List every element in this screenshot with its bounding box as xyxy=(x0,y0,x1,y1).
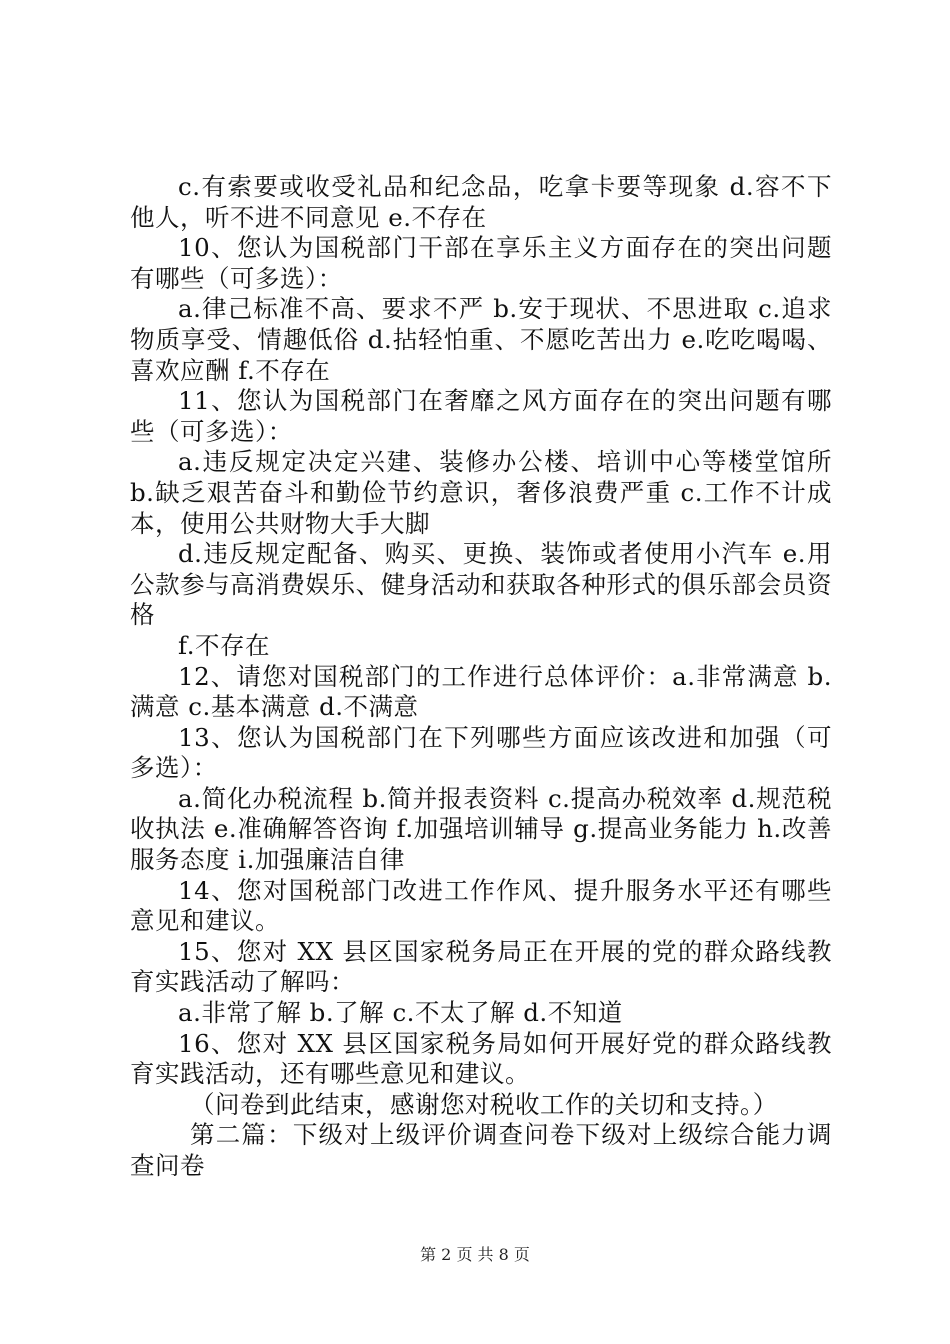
paragraph-q15: 15、您对 XX 县区国家税务局正在开展的党的群众路线教育实践活动了解吗： xyxy=(130,936,832,997)
paragraph-q13-options: a.简化办税流程 b.简并报表资料 c.提高办税效率 d.规范税收执法 e.准确解答咨询 f.加强培训辅导 g.提高业务能力 h.改善服务态度 i.加强廉洁自律 xyxy=(130,783,832,875)
paragraph-part-two-title: 第二篇：下级对上级评价调查问卷下级对上级综合能力调查问卷 xyxy=(130,1120,832,1180)
paragraph-q10-options: a.律己标准不高、要求不严 b.安于现状、不思进取 c.追求物质享受、情趣低俗 d.拈轻怕重、不愿吃苦出力 e.吃吃喝喝、喜欢应酬 f.不存在 xyxy=(130,294,832,385)
document-body xyxy=(130,172,832,1182)
paragraph-q13: 13、您认为国税部门在下列哪些方面应该改进和加强（可多选）： xyxy=(130,722,832,783)
paragraph-q15-options: a.非常了解 b.了解 c.不太了解 d.不知道 xyxy=(178,998,623,1028)
paragraph-q10: 10、您认为国税部门干部在享乐主义方面存在的突出问题有哪些（可多选）： xyxy=(130,233,832,293)
paragraph-q11-options-abc: a.违反规定决定兴建、装修办公楼、培训中心等楼堂馆所 b.缺乏艰苦奋斗和勤俭节约意识，奢侈浪费严重 c.工作不计成本，使用公共财物大手大脚 xyxy=(130,447,832,538)
page-number-footer: 第 2 页 共 8 页 xyxy=(420,1245,530,1264)
paragraph-q9-options-cont: c.有索要或收受礼品和纪念品，吃拿卡要等现象 d.容不下他人，听不进不同意见 e.不存在 xyxy=(130,172,832,232)
paragraph-q11: 11、您认为国税部门在奢靡之风方面存在的突出问题有哪些（可多选）： xyxy=(130,386,832,446)
paragraph-q11-options-de: d.违反规定配备、购买、更换、装饰或者使用小汽车 e.用公款参与高消费娱乐、健身活动和获取各种形式的俱乐部会员资格 xyxy=(130,539,832,630)
paragraph-q14: 14、您对国税部门改进工作作风、提升服务水平还有哪些意见和建议。 xyxy=(130,875,832,936)
paragraph-q11-option-f: f.不存在 xyxy=(178,630,270,660)
paragraph-q12: 12、请您对国税部门的工作进行总体评价：a.非常满意 b.满意 c.基本满意 d.不满意 xyxy=(130,661,832,722)
paragraph-q16: 16、您对 XX 县区国家税务局如何开展好党的群众路线教育实践活动，还有哪些意见和建议。 xyxy=(130,1028,832,1089)
paragraph-closing-note: （问卷到此结束，感谢您对税收工作的关切和支持。） xyxy=(190,1089,778,1119)
